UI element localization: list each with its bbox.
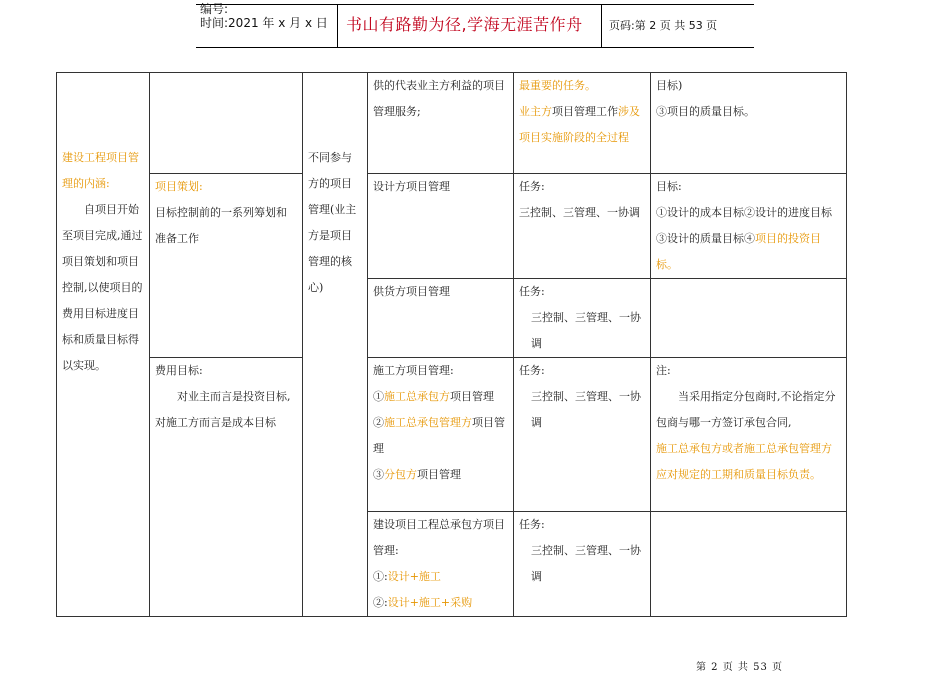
contractor-party-title: 施工方项目管理: <box>373 364 454 377</box>
epc-party-title: 建设项目工程总承包方项目管理: <box>373 518 505 557</box>
task-cell <box>514 279 651 358</box>
cost-title: 费用目标: <box>155 364 203 377</box>
party-cell <box>368 358 514 512</box>
task-body: 三控制、三管理、一协调 <box>531 544 641 583</box>
management-definition-cell <box>57 73 150 617</box>
document-number-label: 编号: <box>200 2 229 16</box>
supplier-party-text: 供货方项目管理 <box>373 285 450 298</box>
planning-cell <box>150 174 303 358</box>
goal-line: 目标) <box>656 79 683 92</box>
header-motto: 书山有路勤为径,学海无涯苦作舟 <box>346 15 583 34</box>
header-bottom-rule <box>196 47 754 48</box>
task-body: 三控制、三管理、一协调 <box>531 390 641 429</box>
task-label: 任务: <box>519 364 545 377</box>
task-label: 任务: <box>519 180 545 193</box>
note-cell <box>651 358 847 512</box>
header-page-info: 页码:第 2 页 共 53 页 <box>609 19 718 32</box>
task-body: 三控制、三管理、一协调 <box>531 311 641 350</box>
cost-goal-cell <box>150 358 303 617</box>
party-cell <box>368 174 514 279</box>
planning-title: 项目策划: <box>155 180 203 193</box>
definition-body: 自项目开始至项目完成,通过项目策划和项目控制,以使项目的费用目标进度目标和质量目标得以实现。 <box>62 203 143 372</box>
task-label: 任务: <box>519 518 545 531</box>
party-cell <box>368 279 514 358</box>
goal-line: ③项目的质量目标。 <box>656 105 755 118</box>
empty-cell <box>150 73 303 174</box>
document-time: 时间:2021 年 x 月 x 日 <box>200 16 328 30</box>
participants-text: 不同参与方的项目管理(业主方是项目管理的核心) <box>308 151 357 294</box>
contractor-item: ①施工总承包方项目管理 <box>373 390 494 403</box>
task-cell <box>514 358 651 512</box>
header-meta <box>200 2 335 30</box>
definition-title: 建设工程项目管理的内涵: <box>62 151 139 190</box>
task-cell <box>514 174 651 279</box>
task-cell <box>514 512 651 617</box>
participants-cell <box>303 73 368 617</box>
party-cell <box>368 73 514 174</box>
table-row <box>57 73 847 174</box>
task-label: 任务: <box>519 285 545 298</box>
footer-page-number: 第 2 页 共 53 页 <box>696 662 783 673</box>
header-divider <box>601 4 602 47</box>
table-row <box>57 358 847 512</box>
note-highlight: 施工总承包方或者施工总承包管理方应对规定的工期和质量目标负责。 <box>656 442 832 481</box>
design-party-text: 设计方项目管理 <box>373 180 450 193</box>
epc-item: ②:设计+施工+采购 <box>373 596 473 609</box>
empty-cell <box>651 279 847 358</box>
task-cell <box>514 73 651 174</box>
contractor-item: ②施工总承包管理方项目管理 <box>373 416 505 455</box>
owner-task-scope: 业主方项目管理工作涉及项目实施阶段的全过程 <box>519 105 640 144</box>
owner-party-text: 供的代表业主方利益的项目管理服务; <box>373 79 505 118</box>
task-highlight: 涉及项目实施阶段的全过程 <box>519 105 640 144</box>
planning-body: 目标控制前的一系列筹划和准备工作 <box>155 206 287 245</box>
goal-cell <box>651 174 847 279</box>
goal-label: 目标: <box>656 180 682 193</box>
contractor-item: ③分包方项目管理 <box>373 468 461 481</box>
goal-cell <box>651 73 847 174</box>
task-highlight: 业主方 <box>519 105 552 118</box>
empty-cell <box>651 512 847 617</box>
design-goal-body: ①设计的成本目标②设计的进度目标③设计的质量目标④项目的投资目标。 <box>656 206 832 271</box>
party-cell <box>368 512 514 617</box>
task-importance: 最重要的任务。 <box>519 79 596 92</box>
epc-item: ①:设计+施工 <box>373 570 441 583</box>
note-label: 注: <box>656 364 671 377</box>
header-divider <box>337 4 338 47</box>
cost-body: 对业主而言是投资目标,对施工方而言是成本目标 <box>155 390 291 429</box>
table-row <box>57 174 847 279</box>
task-body: 三控制、三管理、一协调 <box>519 206 640 219</box>
goal-highlight: 项目的投资目标。 <box>656 232 821 271</box>
note-body: 当采用指定分包商时,不论指定分包商与哪一方签订承包合同, <box>656 390 836 429</box>
project-management-table <box>56 72 847 617</box>
